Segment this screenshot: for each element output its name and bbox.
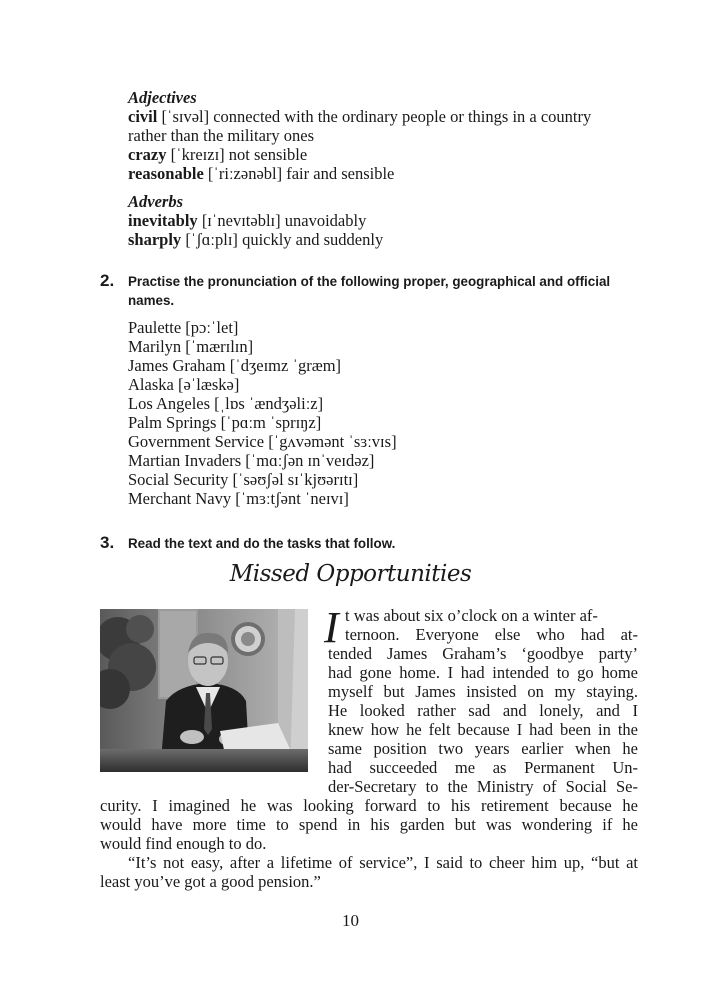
name-item: Marilyn [ˈmærɪlɪn] xyxy=(128,337,254,356)
name-item: Alaska [əˈlæskə] xyxy=(128,375,240,394)
story-line: tended James Graham’s ‘goodbye party’ xyxy=(328,644,638,663)
story-title: Missed Opportunities xyxy=(229,561,472,587)
name-item: Palm Springs [ˈpɑːm ˈsprɪŋz] xyxy=(128,413,322,432)
vocab-word: reasonable xyxy=(128,164,204,183)
vocab-pron: [ˈkreɪzɪ] xyxy=(170,145,225,164)
story-line: least you’ve got a good pension.” xyxy=(100,872,321,891)
story-line: would find enough to do. xyxy=(100,834,267,853)
vocab-def: connected with the ordinary people or things in a country xyxy=(213,107,592,126)
vocab-word: crazy xyxy=(128,145,167,164)
story-line: t was about six o’clock on a winter af- xyxy=(345,606,598,625)
page-number: 10 xyxy=(342,911,359,930)
name-item: Martian Invaders [ˈmɑːʃən ɪnˈveɪdəz] xyxy=(128,451,375,470)
vocab-pron: [ˈʃɑːplɪ] xyxy=(185,230,238,249)
name-item: Paulette [pɔːˈlet] xyxy=(128,318,239,337)
vocab-def: quickly and suddenly xyxy=(242,230,384,249)
story-line: “It’s not easy, after a lifetime of service”, I said to cheer him up, “but at xyxy=(128,853,638,872)
vocab-pron: [ˈsɪvəl] xyxy=(161,107,210,126)
adjectives-header: Adjectives xyxy=(128,88,197,107)
vocab-word: inevitably xyxy=(128,211,198,230)
vocab-entry-sharply xyxy=(128,230,383,249)
task-instruction-line: Read the text and do the tasks that follow. xyxy=(128,536,396,551)
vocab-entry-crazy xyxy=(128,145,307,164)
story-line: knew how he felt because I had been in the xyxy=(328,720,638,739)
vocab-pron: [ˈriːzənəbl] xyxy=(207,164,283,183)
name-item: Los Angeles [ˌlɒs ˈændʒəliːz] xyxy=(128,394,324,413)
vocab-word: civil xyxy=(128,107,158,126)
vocab-def: unavoidably xyxy=(284,211,367,230)
story-line: curity. I imagined he was looking forward to his retirement because he xyxy=(100,796,638,815)
name-item: Social Security [ˈsəʊʃəl sɪˈkjʊərɪtɪ] xyxy=(128,470,359,489)
vocab-pron: [ɪˈnevɪtəblɪ] xyxy=(201,211,281,230)
vocab-entry-inevitably xyxy=(128,211,366,230)
task-instruction-line xyxy=(128,272,638,291)
vocab-def: not sensible xyxy=(228,145,308,164)
story-line: He looked rather sad and lonely, and I xyxy=(328,701,638,720)
story-line: same position two years earlier when he xyxy=(328,739,638,758)
task-number: 2. xyxy=(100,271,115,290)
story-line: ternoon. Everyone else who had at- xyxy=(345,625,638,644)
name-item: Merchant Navy [ˈmɜːtʃənt ˈneɪvɪ] xyxy=(128,489,349,508)
vocab-def: fair and sensible xyxy=(286,164,395,183)
name-item: James Graham [ˈdʒeɪmz ˈgræm] xyxy=(128,356,342,375)
story-line: myself but James insisted on my staying. xyxy=(328,682,638,701)
vocab-entry-reasonable xyxy=(128,164,394,183)
story-line: had gone home. I had intended to go home xyxy=(328,663,638,682)
task-instruction-text: Practise the pronunciation of the following proper, geographical and official xyxy=(128,274,611,289)
task-instruction-line: names. xyxy=(128,293,175,308)
story-line: would have more time to spend in his garden but was wondering if he xyxy=(100,815,638,834)
name-item: Government Service [ˈgʌvəmənt ˈsɜːvɪs] xyxy=(128,432,397,451)
adverbs-header: Adverbs xyxy=(128,192,183,211)
vocab-def-continued: rather than the military ones xyxy=(128,126,315,145)
story-line: had succeeded me as Permanent Un- xyxy=(328,758,638,777)
vocab-word: sharply xyxy=(128,230,182,249)
task-number: 3. xyxy=(100,533,115,552)
story-line: der-Secretary to the Ministry of Social Se- xyxy=(328,777,638,796)
vocab-entry-civil xyxy=(128,107,638,126)
businessman-photo xyxy=(100,609,308,772)
drop-cap: I xyxy=(324,603,339,652)
